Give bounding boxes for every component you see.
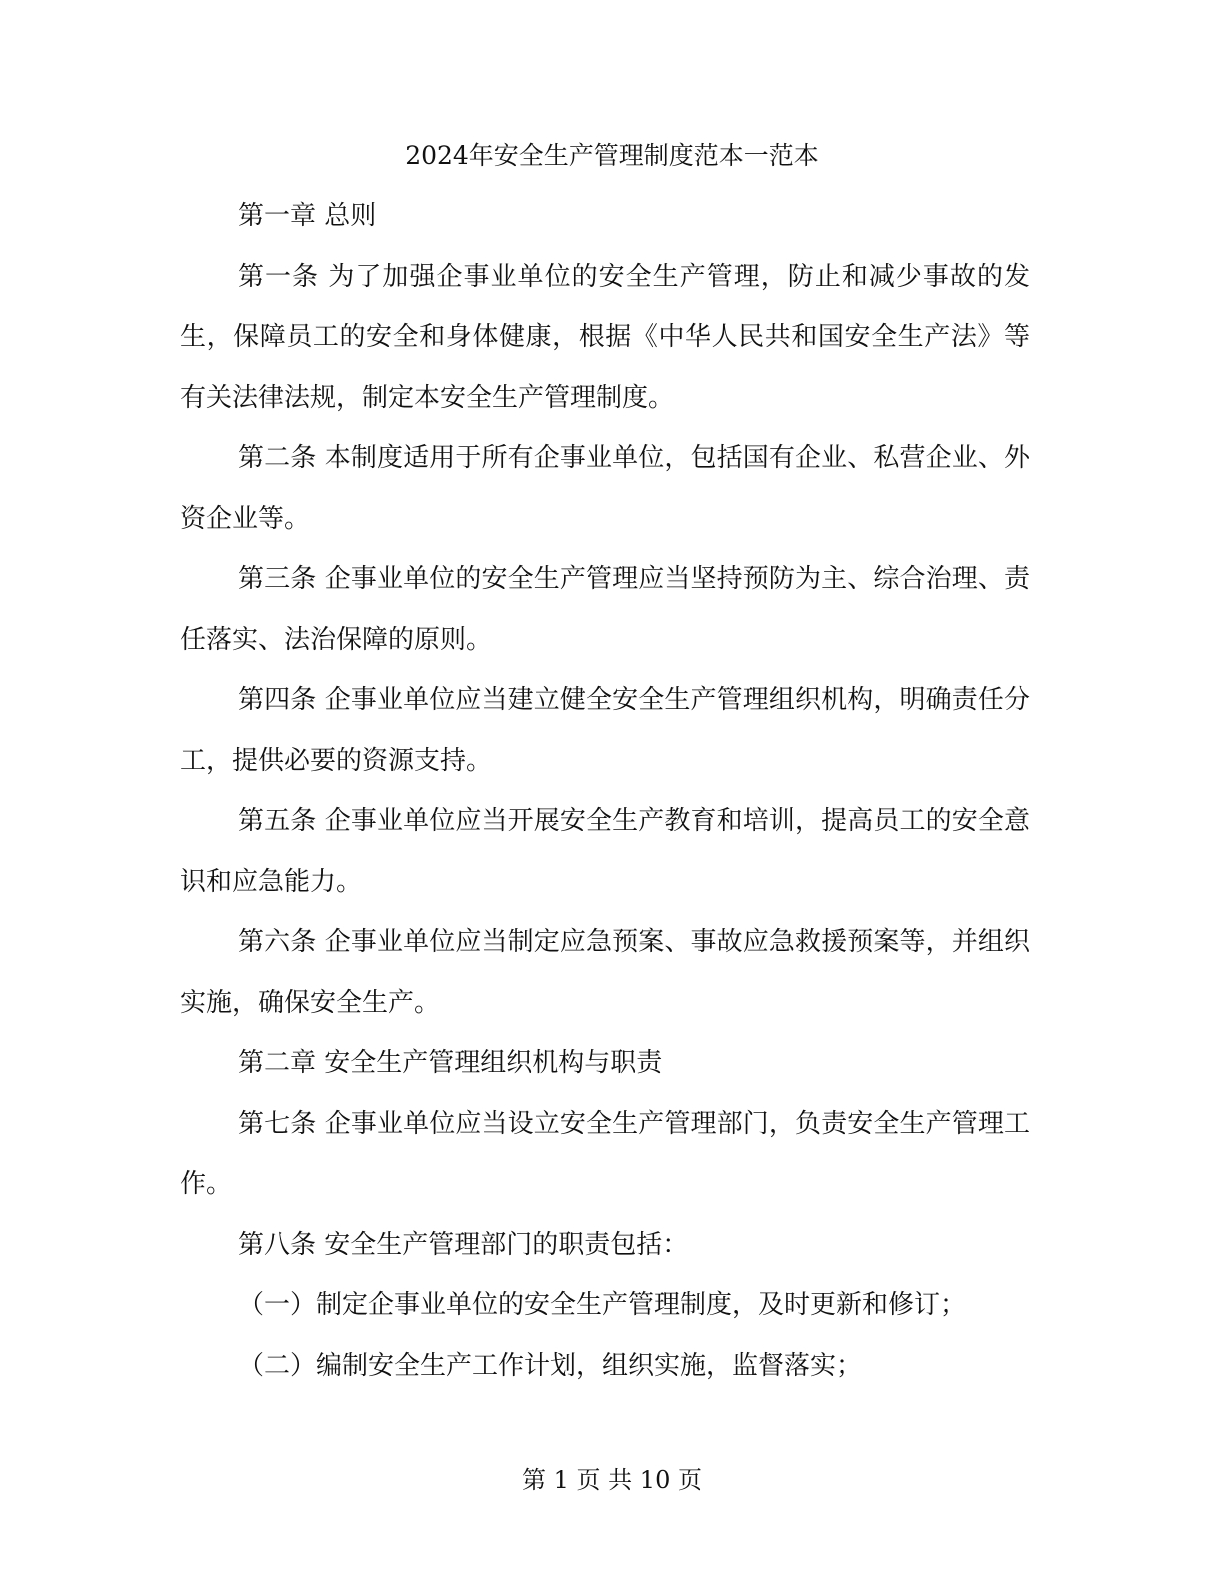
article-8: 第八条 安全生产管理部门的职责包括： — [238, 1229, 689, 1260]
article-1: 第一条 为了加强企事业单位的安全生产管理，防止和减少事故的发生，保障员工的安全和身体健康，根据《中华人民共和国安全生产法》等有关法律法规，制定本安全生产管理制度。 — [180, 261, 1030, 413]
chapter-heading-1: 第一章 总则 — [238, 201, 377, 231]
document-body — [180, 186, 1030, 1396]
chapter-heading-2: 第二章 安全生产管理组织机构与职责 — [238, 1048, 663, 1078]
article-5: 第五条 企事业单位应当开展安全生产教育和培训，提高员工的安全意识和应急能力。 — [180, 806, 1030, 897]
list-item-2: （二）编制安全生产工作计划，组织实施，监督落实； — [238, 1350, 863, 1381]
document-title: 2024年安全生产管理制度范本一范本 — [405, 141, 819, 170]
article-6: 第六条 企事业单位应当制定应急预案、事故应急救援预案等，并组织实施，确保安全生产。 — [180, 927, 1030, 1018]
article-3: 第三条 企事业单位的安全生产管理应当坚持预防为主、综合治理、责任落实、法治保障的原则。 — [180, 564, 1030, 655]
article-4: 第四条 企事业单位应当建立健全安全生产管理组织机构，明确责任分工，提供必要的资源支持。 — [180, 685, 1030, 776]
list-item-1: （一）制定企事业单位的安全生产管理制度，及时更新和修订； — [238, 1290, 967, 1320]
article-2: 第二条 本制度适用于所有企事业单位，包括国有企业、私营企业、外资企业等。 — [180, 443, 1030, 534]
article-7: 第七条 企事业单位应当设立安全生产管理部门，负责安全生产管理工作。 — [180, 1108, 1030, 1199]
page-number-footer: 第 1 页 共 10 页 — [522, 1466, 702, 1494]
